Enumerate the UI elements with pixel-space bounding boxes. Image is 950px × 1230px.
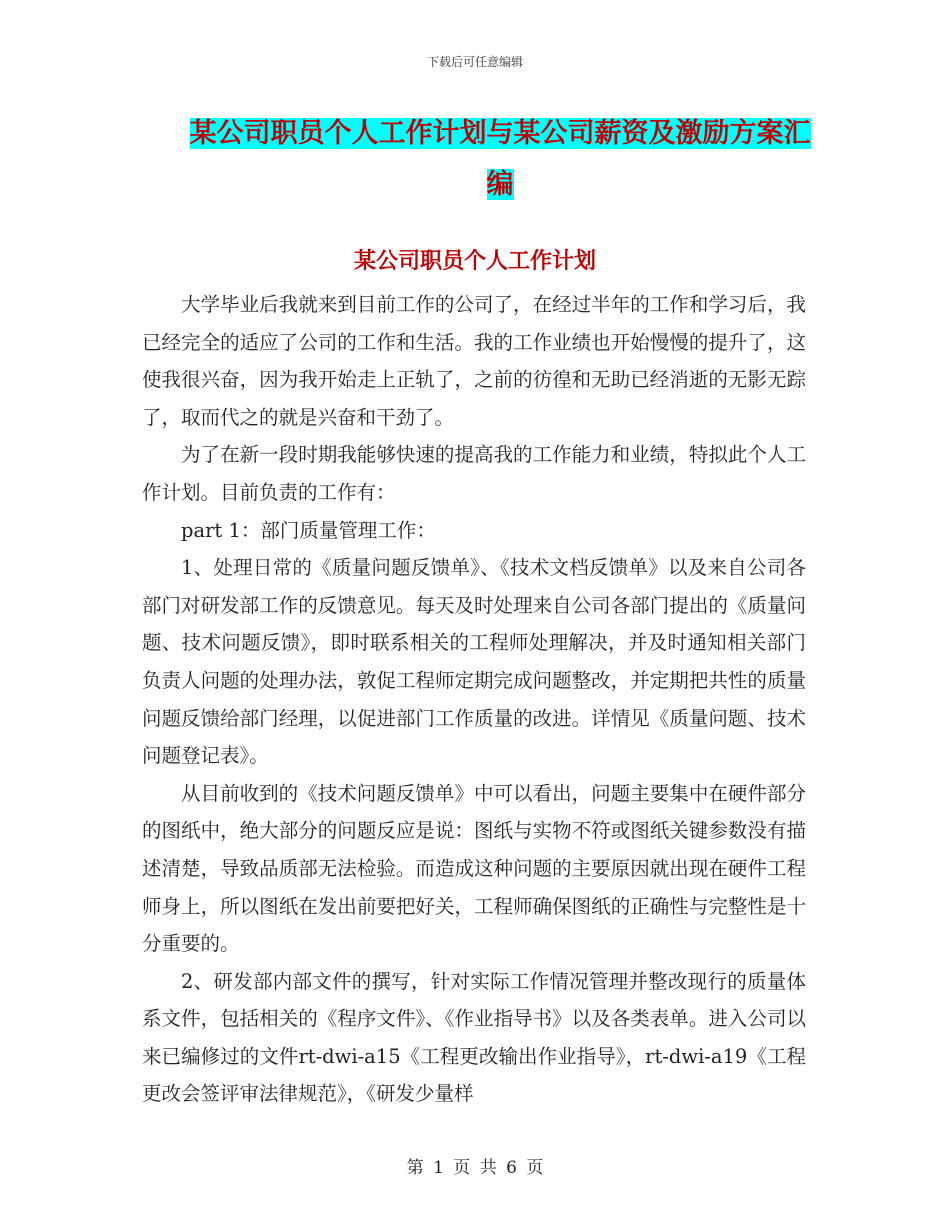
page-footer: 第 1 页 共 6 页 <box>406 1158 544 1178</box>
document-title-line2: 编 <box>486 169 514 200</box>
paragraph: 大学毕业后我就来到目前工作的公司了，在经过半年的工作和学习后，我已经完全的适应了公司的工作和生活。我的工作业绩也开始慢慢的提升了，这使我很兴奋，因为我开始走上正轨了，之前的彷徨和无助已经消逝的无影无踪了，取而代之的就是兴奋和干劲了。 <box>142 293 806 429</box>
paragraph: 2、研发部内部文件的撰写，针对实际工作情况管理并整改现行的质量体系文件，包括相关的《程序文件》、《作业指导书》以及各类表单。进入公司以来已编修过的文件rt-dwi-a15《工程更改输出作业指导》，rt-dwi-a19《工程更改会签评审法律规范》，《研发少量样 <box>142 969 806 1106</box>
paragraph: 1、处理日常的《质量问题反馈单》、《技术文档反馈单》以及来自公司各部门对研发部工作的反馈意见。每天及时处理来自公司各部门提出的《质量问题、技术问题反馈》，即时联系相关的工程师处理解决，并及时通知相关部门负责人问题的处理办法，敦促工程师定期完成问题整改，并定期把共性的质量问题反馈给部门经理，以促进部门工作质量的改进。详情见《质量问题、技术问题登记表》。 <box>142 556 806 768</box>
paragraph: 为了在新一段时期我能够快速的提高我的工作能力和业绩，特拟此个人工作计划。目前负责的工作有： <box>142 443 806 504</box>
page-header-note: 下载后可任意编辑 <box>426 55 523 69</box>
document-title <box>160 108 840 210</box>
paragraph: 从目前收到的《技术问题反馈单》中可以看出，问题主要集中在硬件部分的图纸中，绝大部分的问题反应是说：图纸与实物不符或图纸关键参数没有描述清楚，导致品质部无法检验。而造成这种问题的主要原因就出现在硬件工程师身上，所以图纸在发出前要把好关，工程师确保图纸的正确性与完整性是十分重要的。 <box>142 781 806 956</box>
section-title: 某公司职员个人工作计划 <box>353 248 596 274</box>
paragraph: part 1：部门质量管理工作： <box>181 518 436 542</box>
document-body <box>142 286 806 1113</box>
document-title-line1: 某公司职员个人工作计划与某公司薪资及激励方案汇 <box>189 118 811 149</box>
